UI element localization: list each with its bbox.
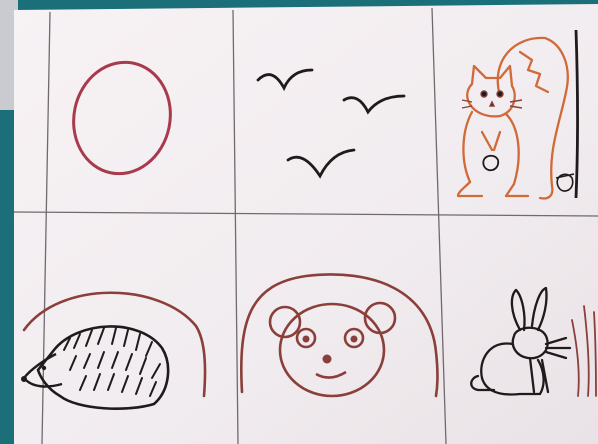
bear-nose xyxy=(323,355,332,364)
squirrel-eye-left xyxy=(481,91,487,97)
squirrel-eye-right xyxy=(497,91,503,97)
tree-trunk-line xyxy=(576,30,578,198)
hedgehog-eye xyxy=(42,366,46,370)
bear-pupil-right xyxy=(351,336,358,343)
bear-pupil-left xyxy=(303,336,310,343)
hedgehog-nose xyxy=(21,376,27,382)
